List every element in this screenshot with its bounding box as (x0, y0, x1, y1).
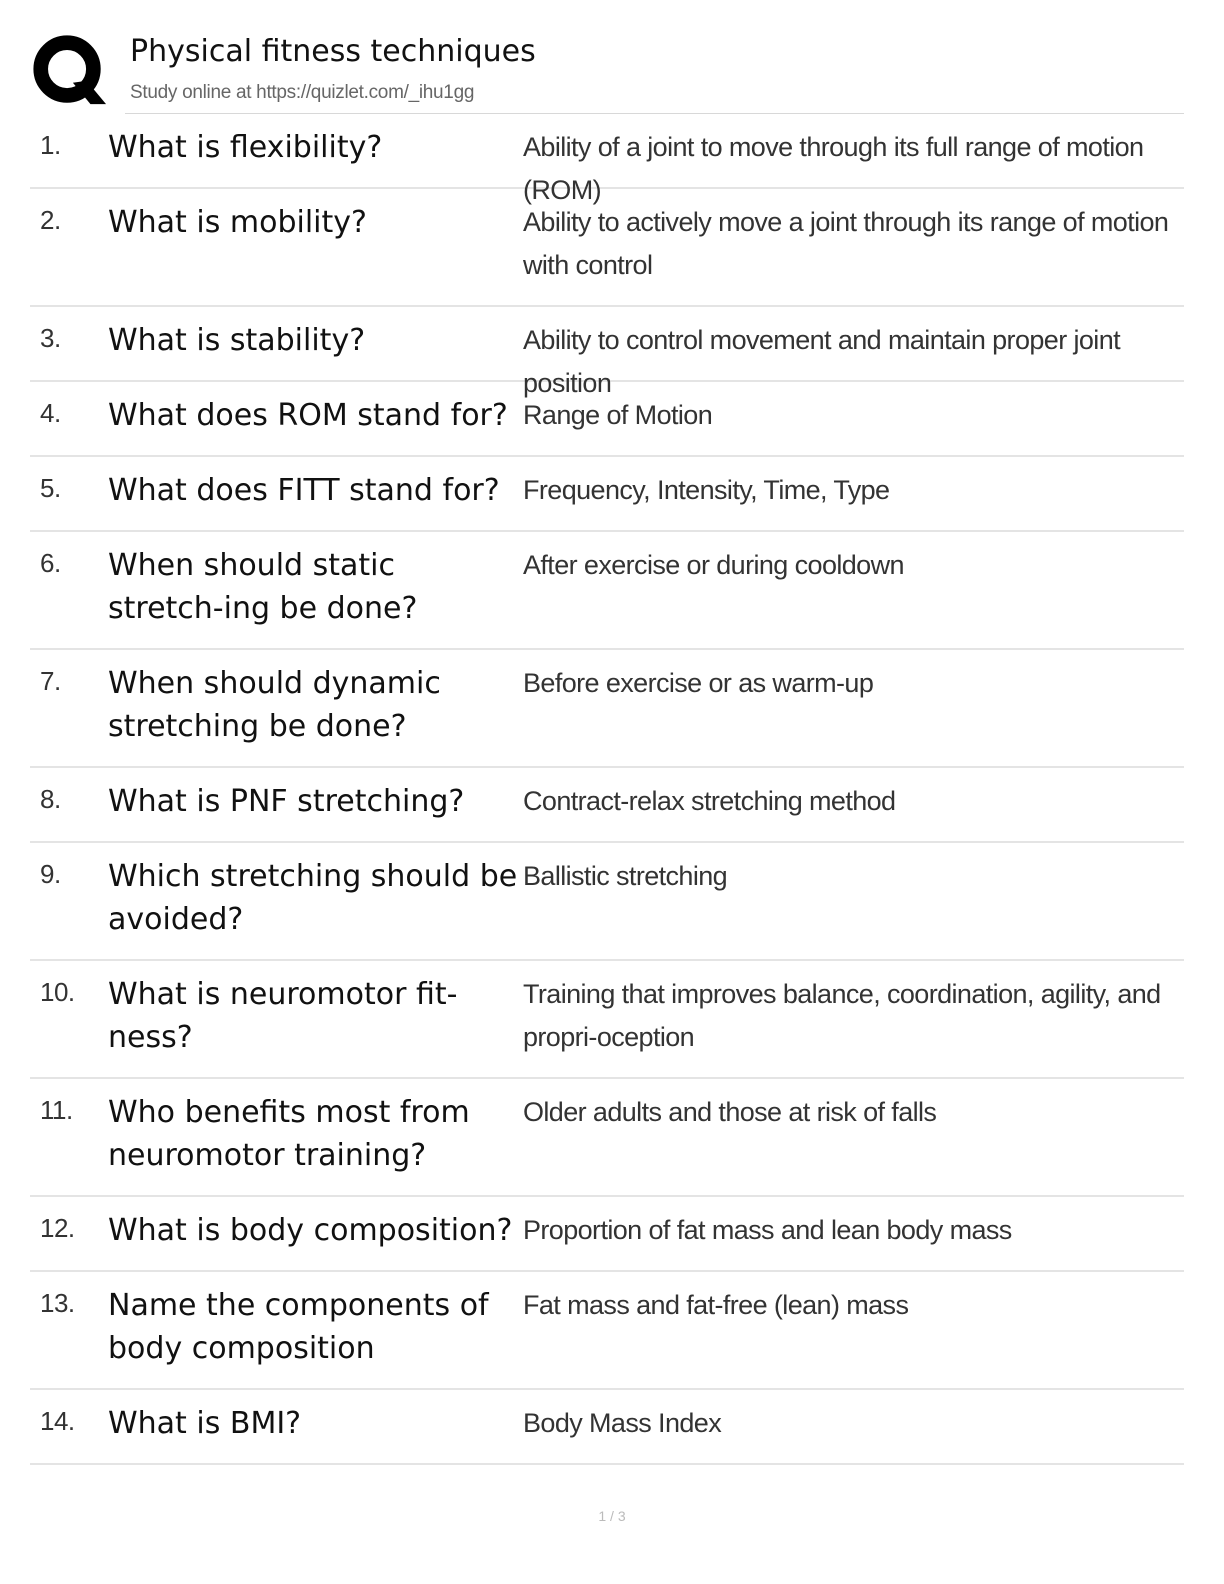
flashcard-list (30, 114, 1184, 1465)
flashcard-row (30, 1390, 1184, 1465)
flashcard-row (30, 1079, 1184, 1197)
flashcard-row (30, 1272, 1184, 1390)
card-definition: Before exercise or as warm-up (523, 668, 874, 698)
card-term: What is BMI? (108, 1406, 302, 1441)
card-definition: Proportion of fat mass and lean body mass (523, 1215, 1012, 1245)
card-number: 13. (40, 1288, 75, 1318)
card-term: Who benefits most from neuromotor training? (108, 1095, 470, 1173)
flashcard-row (30, 189, 1184, 307)
card-number: 9. (40, 859, 61, 889)
card-number: 7. (40, 666, 61, 696)
card-number: 10. (40, 977, 75, 1007)
card-term: When should dynamic stretching be done? (108, 666, 441, 744)
flashcard-row (30, 307, 1184, 398)
card-term: What is stability? (108, 323, 366, 358)
flashcard-row (30, 1197, 1184, 1272)
study-link[interactable]: Study online at https://quizlet.com/_ihu1gg (130, 82, 475, 103)
card-number: 8. (40, 784, 61, 814)
card-number: 1. (40, 130, 61, 160)
card-term: Which stretching should be avoided? (108, 859, 518, 937)
card-number: 11. (40, 1095, 73, 1125)
flashcard-row (30, 532, 1184, 650)
card-number: 14. (40, 1406, 75, 1436)
card-definition: Ability to actively move a joint through its range of motion with control (523, 207, 1169, 280)
card-definition: Range of Motion (523, 400, 713, 430)
page-header (30, 30, 1184, 114)
quizlet-logo-icon (30, 32, 108, 110)
card-term: What is PNF stretching? (108, 784, 465, 819)
card-term: Name the components of body composition (108, 1288, 489, 1366)
card-number: 4. (40, 398, 61, 428)
flashcard-row (30, 768, 1184, 843)
flashcard-row (30, 650, 1184, 768)
card-number: 12. (40, 1213, 75, 1243)
card-definition: Ballistic stretching (523, 861, 728, 891)
flashcard-row (30, 114, 1184, 205)
card-term: What does ROM stand for? (108, 398, 508, 433)
card-definition: Ability to control movement and maintain proper joint position (523, 325, 1121, 398)
flashcard-row (30, 843, 1184, 961)
card-term: What is flexibility? (108, 130, 383, 165)
card-definition: Contract-relax stretching method (523, 786, 896, 816)
card-number: 5. (40, 473, 61, 503)
flashcard-row (30, 457, 1184, 532)
flashcard-row (30, 961, 1184, 1079)
card-term: What is mobility? (108, 205, 367, 240)
card-definition: Fat mass and fat-free (lean) mass (523, 1290, 909, 1320)
card-definition: Body Mass Index (523, 1408, 722, 1438)
page-number: 1 / 3 (598, 1508, 626, 1524)
card-number: 3. (40, 323, 61, 353)
card-definition: Older adults and those at risk of falls (523, 1097, 937, 1127)
page-title: Physical fitness techniques (130, 34, 536, 69)
card-definition: After exercise or during cooldown (523, 550, 904, 580)
flashcard-row (30, 382, 1184, 457)
card-number: 6. (40, 548, 61, 578)
card-term: When should static stretch-ing be done? (108, 548, 418, 626)
card-term: What is neuromotor fit-ness? (108, 977, 458, 1055)
card-number: 2. (40, 205, 61, 235)
card-term: What does FITT stand for? (108, 473, 500, 508)
card-term: What is body composition? (108, 1213, 513, 1248)
card-definition: Training that improves balance, coordination, agility, and propri-oception (523, 979, 1161, 1052)
card-definition: Ability of a joint to move through its full range of motion (ROM) (523, 132, 1144, 205)
card-definition: Frequency, Intensity, Time, Type (523, 475, 890, 505)
